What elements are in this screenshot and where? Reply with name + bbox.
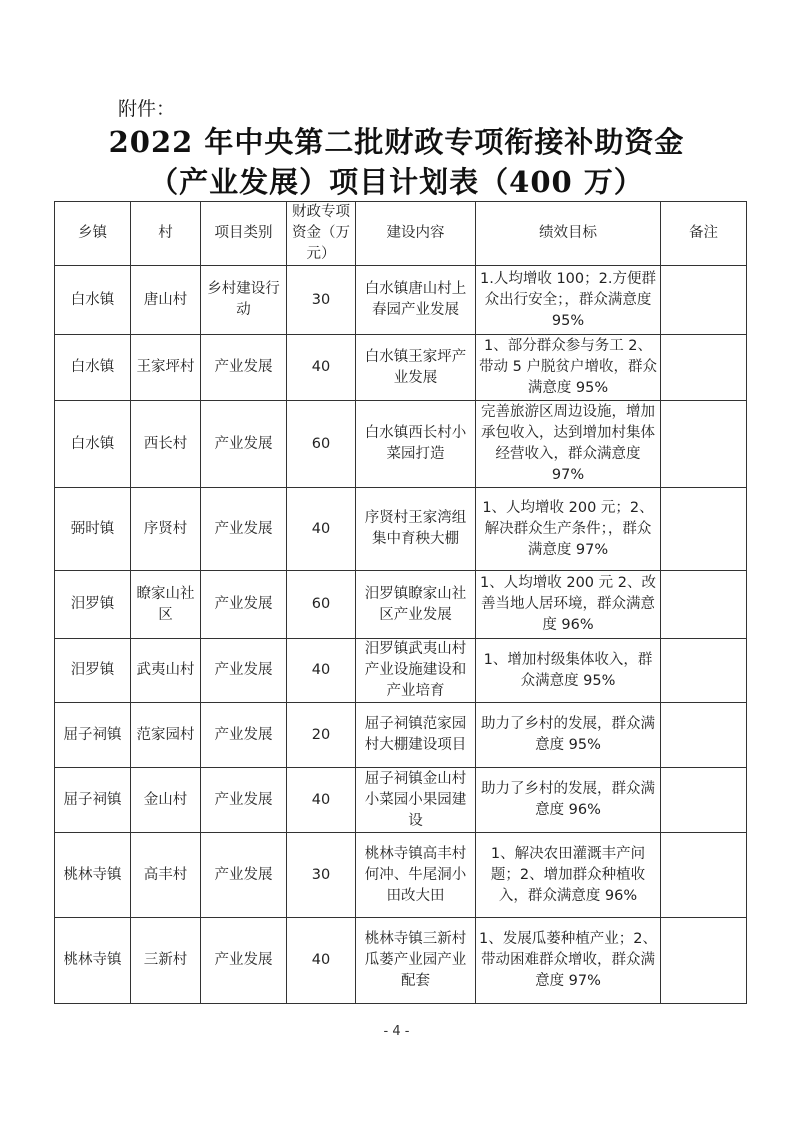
cell-village: 范家园村 xyxy=(131,703,201,768)
cell-note xyxy=(661,918,747,1004)
cell-note xyxy=(661,703,747,768)
cell-goal: 1、增加村级集体收入，群众满意度 95% xyxy=(476,639,661,703)
cell-goal: 1、人均增收 200 元 2、改善当地人居环境，群众满意度 96% xyxy=(476,571,661,639)
table-row xyxy=(55,488,747,571)
cell-content: 桃林寺镇高丰村何冲、牛尾洞小田改大田 xyxy=(356,833,476,918)
table-row xyxy=(55,639,747,703)
column-header-town: 乡镇 xyxy=(55,202,131,266)
column-header-note: 备注 xyxy=(661,202,747,266)
cell-village: 唐山村 xyxy=(131,266,201,335)
cell-town: 屈子祠镇 xyxy=(55,768,131,833)
cell-village: 王家坪村 xyxy=(131,335,201,401)
cell-content: 桃林寺镇三新村瓜蒌产业园产业配套 xyxy=(356,918,476,1004)
table-row xyxy=(55,918,747,1004)
cell-funds: 40 xyxy=(287,768,356,833)
page-title: 2022 年中央第二批财政专项衔接补助资金 xyxy=(108,125,685,159)
cell-village: 金山村 xyxy=(131,768,201,833)
cell-note xyxy=(661,571,747,639)
cell-content: 白水镇王家坪产业发展 xyxy=(356,335,476,401)
cell-category: 乡村建设行动 xyxy=(201,266,287,335)
page-number: - 4 - xyxy=(383,1024,410,1039)
column-header-funds: 财政专项资金（万元） xyxy=(287,202,356,266)
cell-village: 高丰村 xyxy=(131,833,201,918)
table-header-row xyxy=(55,202,747,266)
cell-village: 三新村 xyxy=(131,918,201,1004)
cell-village: 序贤村 xyxy=(131,488,201,571)
cell-goal: 1、解决农田灌溉丰产问题；2、增加群众种植收入，群众满意度 96% xyxy=(476,833,661,918)
cell-note xyxy=(661,401,747,488)
cell-category: 产业发展 xyxy=(201,571,287,639)
table-row xyxy=(55,335,747,401)
cell-category: 产业发展 xyxy=(201,639,287,703)
column-header-category: 项目类别 xyxy=(201,202,287,266)
table-row xyxy=(55,401,747,488)
cell-town: 白水镇 xyxy=(55,335,131,401)
cell-goal: 1、部分群众参与务工 2、带动 5 户脱贫户增收，群众满意度 95% xyxy=(476,335,661,401)
cell-content: 汨罗镇武夷山村产业设施建设和产业培育 xyxy=(356,639,476,703)
cell-village: 瞭家山社区 xyxy=(131,571,201,639)
cell-funds: 40 xyxy=(287,918,356,1004)
cell-category: 产业发展 xyxy=(201,768,287,833)
page-subtitle: （产业发展）项目计划表（400 万） xyxy=(149,165,644,199)
project-plan-table xyxy=(54,201,747,1004)
cell-funds: 40 xyxy=(287,488,356,571)
cell-content: 屈子祠镇金山村小菜园小果园建设 xyxy=(356,768,476,833)
table-row xyxy=(55,833,747,918)
cell-content: 白水镇唐山村上春园产业发展 xyxy=(356,266,476,335)
cell-note xyxy=(661,639,747,703)
cell-goal: 助力了乡村的发展，群众满意度 96% xyxy=(476,768,661,833)
column-header-goal: 绩效目标 xyxy=(476,202,661,266)
cell-category: 产业发展 xyxy=(201,918,287,1004)
cell-town: 屈子祠镇 xyxy=(55,703,131,768)
attachment-label: 附件： xyxy=(118,98,176,120)
cell-town: 弼时镇 xyxy=(55,488,131,571)
cell-village: 西长村 xyxy=(131,401,201,488)
cell-town: 白水镇 xyxy=(55,401,131,488)
cell-funds: 30 xyxy=(287,266,356,335)
cell-note xyxy=(661,768,747,833)
cell-category: 产业发展 xyxy=(201,335,287,401)
table-row xyxy=(55,703,747,768)
table-row xyxy=(55,266,747,335)
cell-town: 白水镇 xyxy=(55,266,131,335)
cell-goal: 1、人均增收 200 元；2、解决群众生产条件；，群众满意度 97% xyxy=(476,488,661,571)
cell-town: 汨罗镇 xyxy=(55,571,131,639)
cell-category: 产业发展 xyxy=(201,401,287,488)
cell-town: 桃林寺镇 xyxy=(55,918,131,1004)
cell-funds: 40 xyxy=(287,639,356,703)
cell-goal: 完善旅游区周边设施，增加承包收入，达到增加村集体经营收入，群众满意度 97% xyxy=(476,401,661,488)
cell-town: 汨罗镇 xyxy=(55,639,131,703)
table-row xyxy=(55,571,747,639)
cell-village: 武夷山村 xyxy=(131,639,201,703)
cell-content: 屈子祠镇范家园村大棚建设项目 xyxy=(356,703,476,768)
cell-content: 序贤村王家湾组集中育秧大棚 xyxy=(356,488,476,571)
cell-content: 白水镇西长村小菜园打造 xyxy=(356,401,476,488)
cell-funds: 40 xyxy=(287,335,356,401)
cell-category: 产业发展 xyxy=(201,703,287,768)
column-header-village: 村 xyxy=(131,202,201,266)
cell-goal: 助力了乡村的发展，群众满意度 95% xyxy=(476,703,661,768)
cell-category: 产业发展 xyxy=(201,488,287,571)
cell-note xyxy=(661,335,747,401)
cell-content: 汨罗镇瞭家山社区产业发展 xyxy=(356,571,476,639)
cell-goal: 1、发展瓜蒌种植产业；2、带动困难群众增收，群众满意度 97% xyxy=(476,918,661,1004)
cell-note xyxy=(661,488,747,571)
cell-funds: 30 xyxy=(287,833,356,918)
cell-note xyxy=(661,833,747,918)
cell-funds: 20 xyxy=(287,703,356,768)
cell-funds: 60 xyxy=(287,401,356,488)
cell-note xyxy=(661,266,747,335)
cell-town: 桃林寺镇 xyxy=(55,833,131,918)
table-row xyxy=(55,768,747,833)
column-header-content: 建设内容 xyxy=(356,202,476,266)
cell-funds: 60 xyxy=(287,571,356,639)
cell-category: 产业发展 xyxy=(201,833,287,918)
cell-goal: 1.人均增收 100；2.方便群众出行安全；，群众满意度 95% xyxy=(476,266,661,335)
